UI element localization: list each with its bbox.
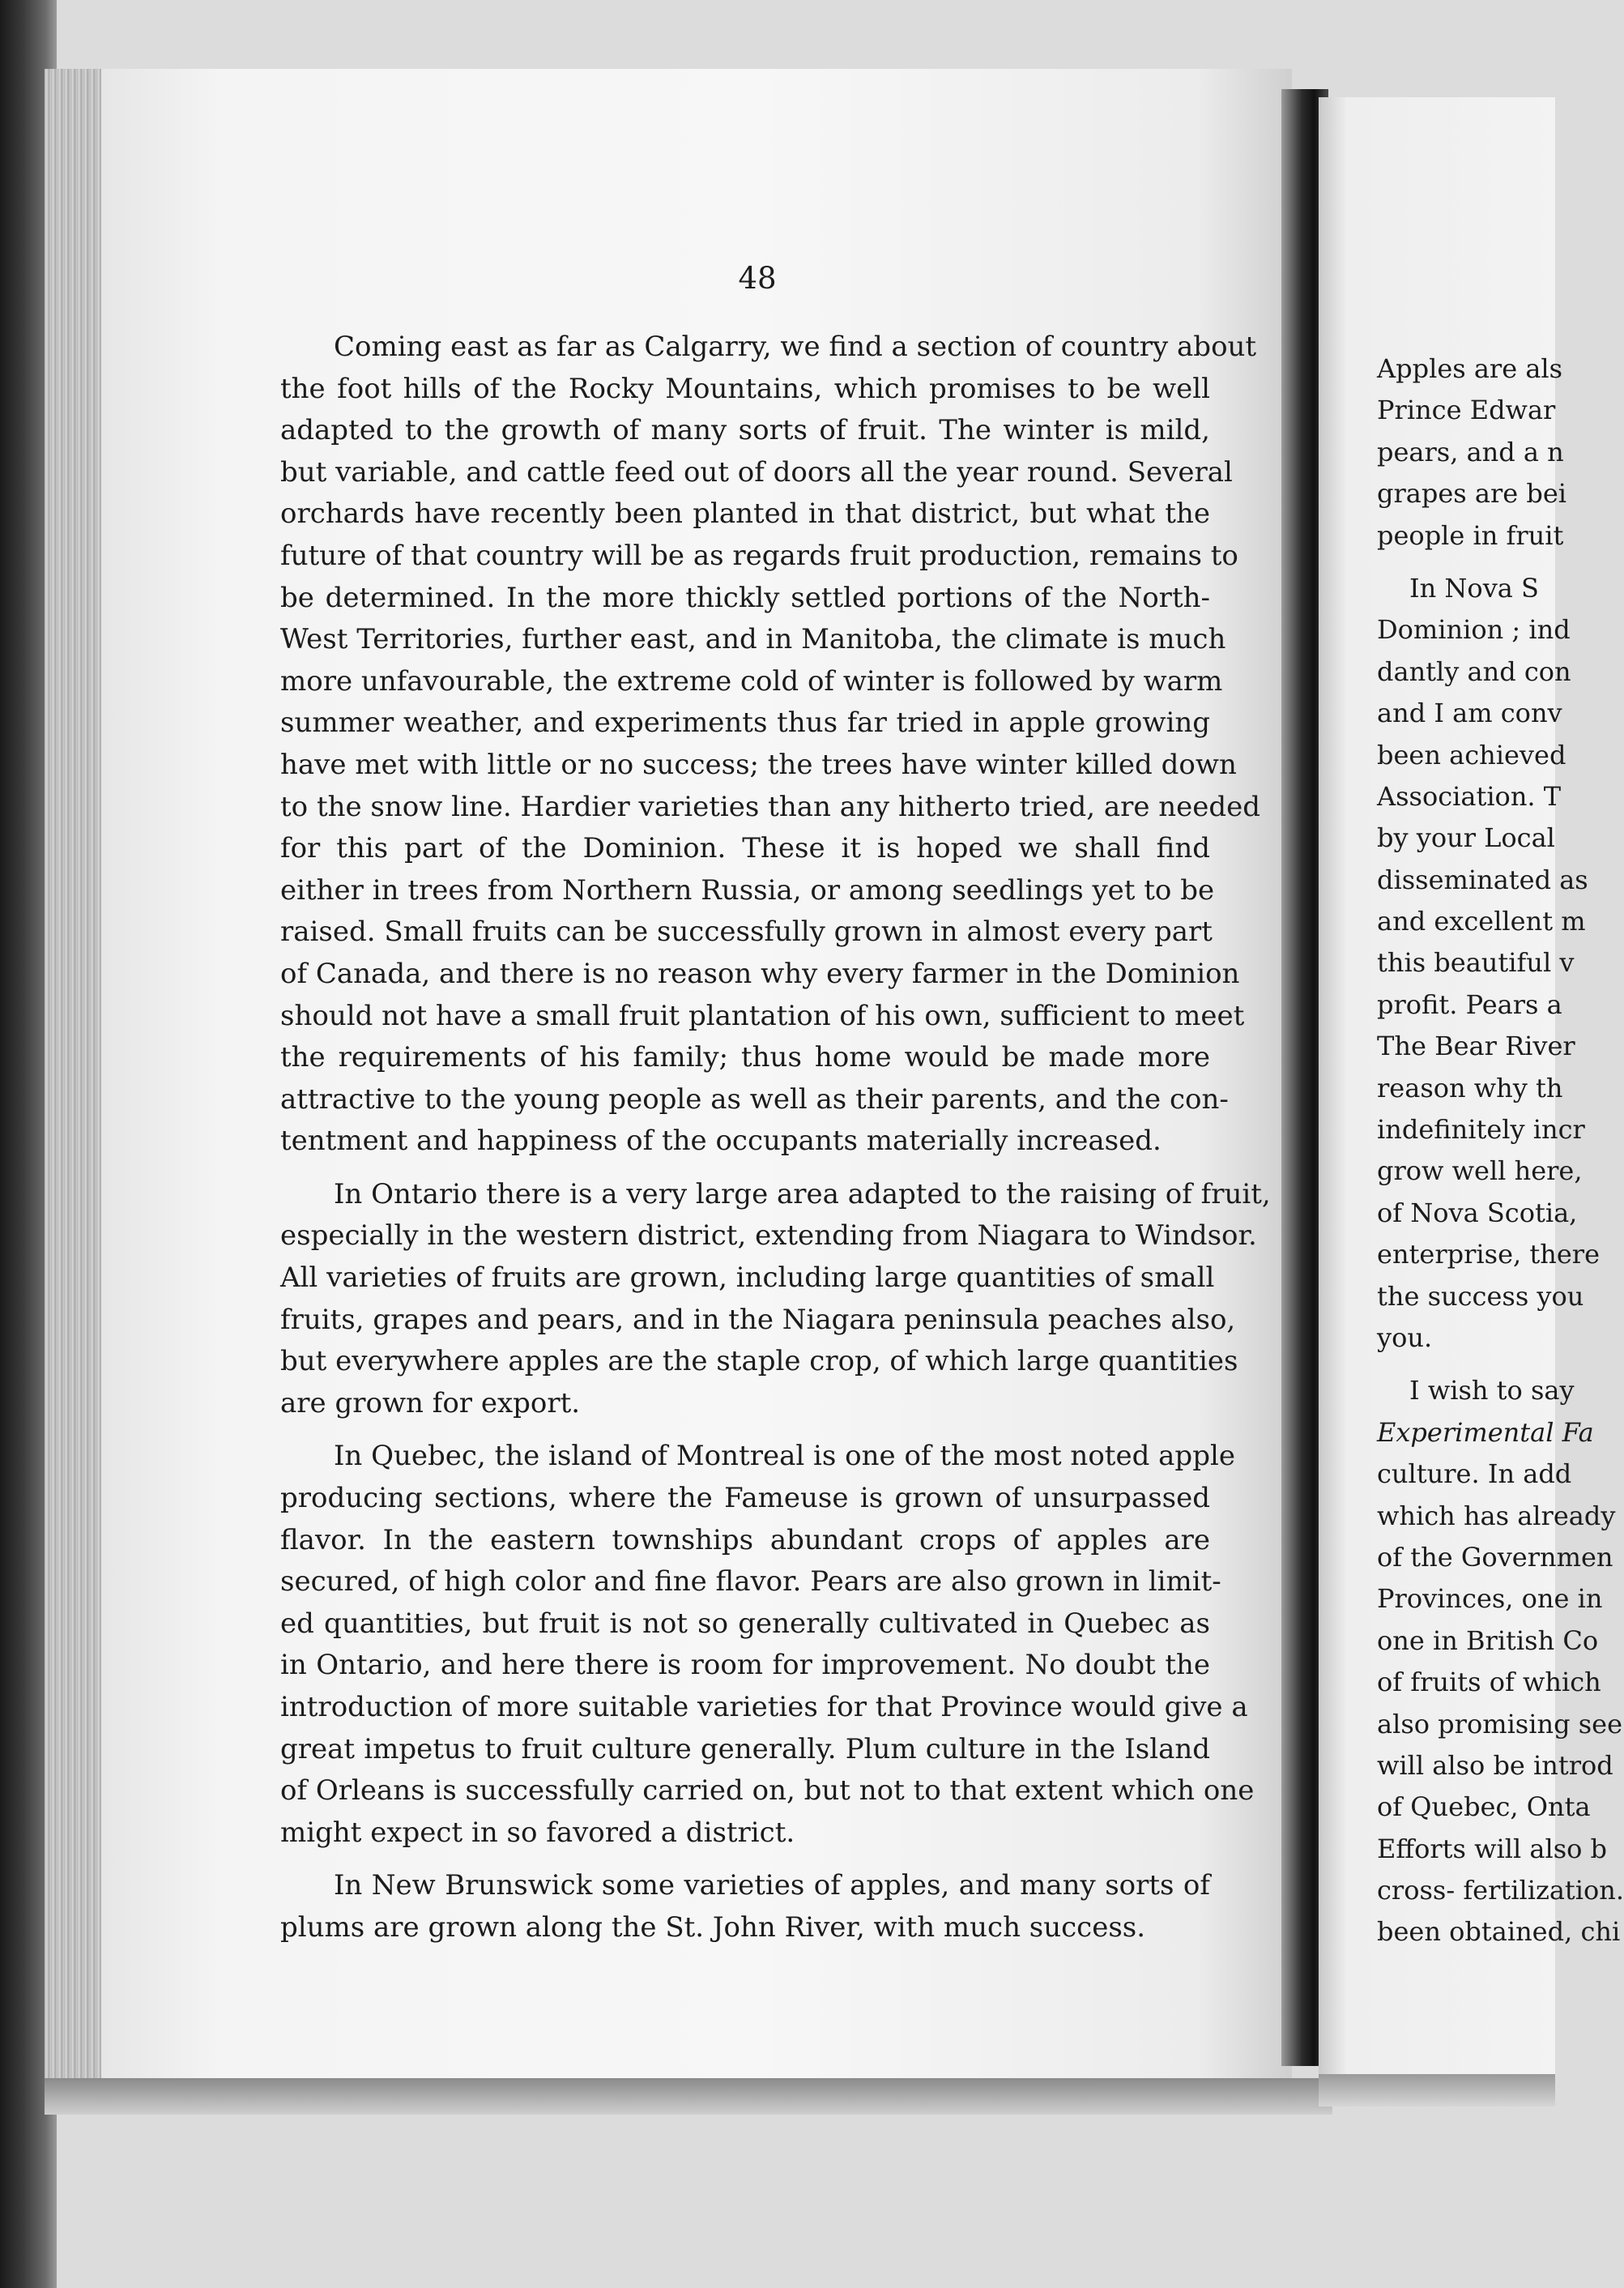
text-line: summer weather, and experiments thus far tried in apple growing — [280, 706, 1210, 740]
text-line: Provinces, one in — [1377, 1583, 1603, 1615]
text-line: Efforts will also b — [1377, 1833, 1608, 1864]
text-line: especially in the western district, extending from Niagara to Windsor. — [280, 1219, 1257, 1253]
paragraph-gap — [1377, 557, 1571, 568]
text-line: secured, of high color and fine flavor. Pears are also grown in limit- — [280, 1565, 1221, 1599]
text-line: which has already — [1377, 1500, 1616, 1531]
right-page-bottom-shadow — [1319, 2074, 1555, 2107]
text-line: ed quantities, but fruit is not so generally cultivated in Quebec as — [280, 1607, 1210, 1640]
text-line: attractive to the young people as well as their parents, and the con- — [280, 1082, 1229, 1116]
page-stack-edge — [45, 69, 109, 2078]
text-line: are grown for export. — [280, 1386, 581, 1419]
text-line: indefinitely incr — [1377, 1114, 1585, 1146]
text-line: might expect in so favored a district. — [280, 1816, 795, 1849]
page-bottom-shadow — [45, 2078, 1332, 2115]
text-line: orchards have recently been planted in that district, but what the — [280, 497, 1210, 531]
text-line: should not have a small fruit plantation of his own, sufficient to meet — [280, 999, 1245, 1032]
text-line: the requirements of his family; thus home would be made more — [280, 1041, 1210, 1074]
text-line: Apples are als — [1377, 353, 1563, 384]
text-line: of Orleans is successfully carried on, but not to that extent which one — [280, 1774, 1255, 1808]
text-line: I wish to say — [1409, 1375, 1575, 1407]
text-line: disseminated as — [1377, 864, 1588, 895]
text-line: plums are grown along the St. John River, with much success. — [280, 1910, 1146, 1944]
text-line: future of that country will be as regards fruit production, remains to — [280, 539, 1238, 572]
text-line: flavor. In the eastern townships abundant crops of apples are — [280, 1523, 1210, 1556]
text-line: of Nova Scotia, — [1377, 1197, 1578, 1228]
text-line: the foot hills of the Rocky Mountains, which promises to be well — [280, 372, 1210, 405]
text-line: you. — [1377, 1321, 1433, 1353]
text-line: in Ontario, and here there is room for improvement. No doubt the — [280, 1649, 1210, 1682]
text-line: of fruits of which — [1377, 1667, 1601, 1698]
text-line: and excellent m — [1377, 906, 1586, 937]
paragraph — [280, 1436, 1255, 1854]
text-line: been achieved — [1377, 739, 1566, 770]
text-line: Experimental Fa — [1377, 1416, 1594, 1448]
text-line: been obtained, chi — [1377, 1916, 1621, 1948]
text-line: cross- fertilization. — [1377, 1875, 1624, 1906]
text-line: either in trees from Northern Russia, or among seedlings yet to be — [280, 873, 1215, 907]
paragraph — [280, 327, 1261, 1163]
text-line: producing sections, where the Fameuse is grown of unsurpassed — [280, 1482, 1210, 1515]
text-line: great impetus to fruit culture generally. Plum culture in the Island — [280, 1732, 1210, 1765]
text-line: fruits, grapes and pears, and in the Niagara peninsula peaches also, — [280, 1303, 1236, 1336]
paragraph — [280, 1865, 1210, 1949]
text-line: Coming east as far as Calgarry, we find a section of country about — [334, 331, 1257, 363]
text-line: by your Local — [1377, 822, 1555, 854]
text-line: raised. Small fruits can be successfully grown in almost every part — [280, 916, 1213, 949]
text-line: the success you — [1377, 1280, 1584, 1312]
text-line: profit. Pears a — [1377, 988, 1562, 1020]
text-line: reason why th — [1377, 1072, 1563, 1103]
text-line: Dominion ; ind — [1377, 614, 1571, 646]
text-line: but everywhere apples are the staple crop, of which large quantities — [280, 1345, 1238, 1378]
text-line: grow well here, — [1377, 1155, 1583, 1187]
text-line: and I am conv — [1377, 698, 1562, 729]
text-line: culture. In add — [1377, 1458, 1572, 1490]
text-line: have met with little or no success; the trees have winter killed down — [280, 748, 1237, 781]
text-line: West Territories, further east, and in Manitoba, the climate is much — [280, 623, 1226, 656]
text-line: Association. T — [1377, 780, 1562, 812]
text-line: All varieties of fruits are grown, including large quantities of small — [280, 1261, 1215, 1295]
text-line: of Canada, and there is no reason why every farmer in the Dominion — [280, 957, 1240, 990]
text-line: also promising see — [1377, 1708, 1623, 1739]
right-page-text-column — [1377, 348, 1624, 1953]
text-line: tentment and happiness of the occupants materially increased. — [280, 1125, 1162, 1158]
text-line: for this part of the Dominion. These it is hoped we shall find — [280, 832, 1210, 865]
paragraph-gap — [280, 1854, 1210, 1865]
paragraph — [280, 1174, 1271, 1425]
page-number: 48 — [738, 261, 777, 296]
text-line: of the Governmen — [1377, 1541, 1613, 1573]
text-line: The Bear River — [1377, 1031, 1575, 1062]
text-line: be determined. In the more thickly settled portions of the North- — [280, 581, 1210, 614]
paragraph-gap — [1377, 1359, 1571, 1370]
text-line: enterprise, there — [1377, 1239, 1600, 1270]
text-line: will also be introd — [1377, 1749, 1613, 1781]
text-line: In Nova S — [1409, 572, 1539, 604]
text-line: this beautiful v — [1377, 947, 1575, 979]
text-line: one in British Co — [1377, 1624, 1599, 1656]
text-line: of Quebec, Onta — [1377, 1791, 1591, 1823]
text-line: more unfavourable, the extreme cold of winter is followed by warm — [280, 664, 1223, 698]
main-text-column — [280, 327, 1271, 1949]
text-line: pears, and a n — [1377, 436, 1564, 467]
text-line: to the snow line. Hardier varieties than any hitherto tried, are needed — [280, 790, 1261, 823]
text-line: In New Brunswick some varieties of apples, and many sorts of — [334, 1869, 1210, 1902]
paragraph-gap — [280, 1163, 1210, 1174]
paragraph-gap — [280, 1424, 1210, 1436]
text-line: adapted to the growth of many sorts of fruit. The winter is mild, — [280, 414, 1210, 447]
text-line: Prince Edwar — [1377, 395, 1556, 426]
text-line: dantly and con — [1377, 655, 1571, 687]
text-line: In Ontario there is a very large area adapted to the raising of fruit, — [334, 1177, 1271, 1210]
text-line: In Quebec, the island of Montreal is one of the most noted apple — [334, 1440, 1235, 1473]
text-line: grapes are bei — [1377, 478, 1567, 510]
text-line: people in fruit — [1377, 519, 1564, 551]
text-line: introduction of more suitable varieties for that Province would give a — [280, 1691, 1248, 1723]
text-line: but variable, and cattle feed out of doors all the year round. Several — [280, 455, 1233, 489]
